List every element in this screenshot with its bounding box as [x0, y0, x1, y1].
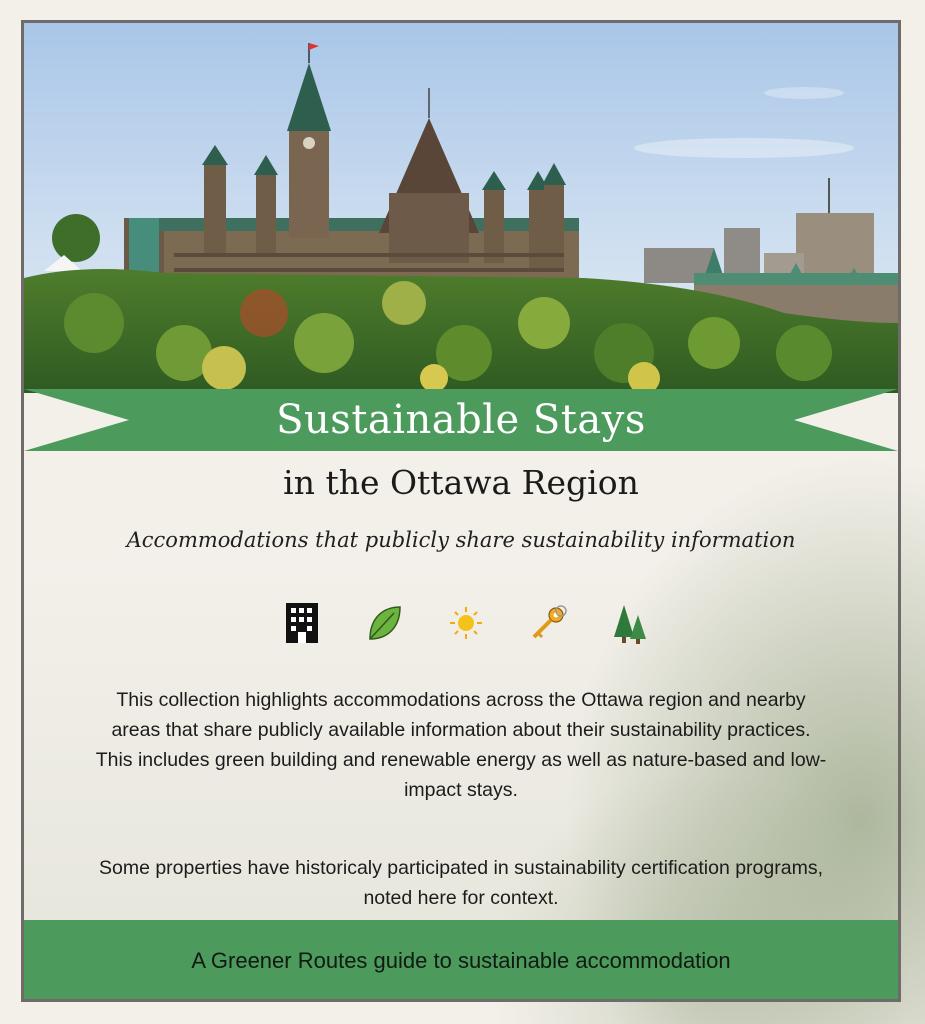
footer-banner	[24, 920, 898, 1002]
banner-subtitle: in the Ottawa Region	[283, 463, 639, 502]
banner-title: Sustainable Stays	[276, 397, 646, 443]
leaf-icon	[364, 601, 404, 645]
icon-row	[282, 601, 642, 649]
intro-paragraph: This collection highlights accommodations across the Ottawa region and nearby areas that share publicly available information about their sustainability practices. This includes green building and renewable energy as well as nature-based and low-impact stays.	[95, 689, 827, 801]
key-icon	[528, 601, 568, 645]
pine-trees-icon	[610, 601, 650, 645]
poster-frame	[21, 20, 901, 1002]
certification-note: Some properties have historicaly participated in sustainability certification programs, noted here for context.	[98, 857, 823, 909]
tagline: Accommodations that publicly share sustainability information	[126, 528, 796, 552]
footer-text: A Greener Routes guide to sustainable accommodation	[191, 948, 731, 973]
sun-icon	[446, 601, 486, 645]
parliament-hill-image	[24, 23, 898, 393]
building-icon	[282, 601, 322, 645]
